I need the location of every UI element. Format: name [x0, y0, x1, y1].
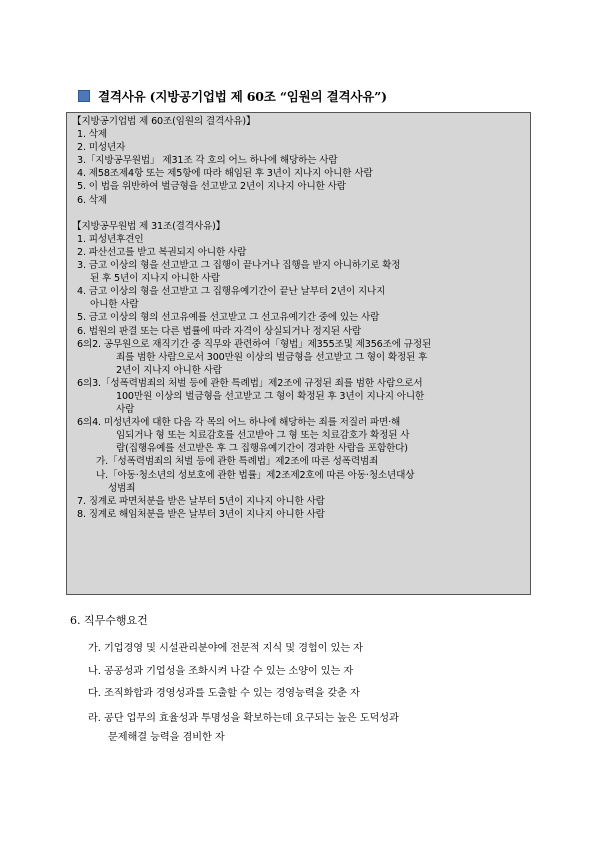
law2-line: 성범죄	[108, 482, 136, 494]
section6-title: 6. 직무수행요건	[70, 614, 148, 627]
section6-items	[88, 638, 399, 747]
law2-line: 된 후 5년이 지나지 아니한 사람	[90, 273, 220, 285]
law2-line: 5. 금고 이상의 형의 선고유예를 선고받고 그 선고유예기간 중에 있는 사람	[77, 312, 380, 324]
duty-item: 라. 공단 업무의 효율성과 투명성을 확보하는데 요구되는 높은 도덕성과	[88, 712, 399, 724]
law2-line: 100만원 이상의 벌금형을 선고받고 그 형이 확정된 후 3년이 지나지 아니한	[116, 390, 425, 402]
law2-line: 1. 피성년후견인	[77, 233, 144, 245]
law2-line: 사람	[116, 404, 135, 416]
spacer	[72, 207, 525, 220]
law2-line: 6의3.「성폭력범죄의 처벌 등에 관한 특례법」제2조에 규정된 죄를 범한 사람으로서	[77, 377, 423, 389]
law1-item: 4. 제58조제4항 또는 제5항에 따라 해임된 후 3년이 지나지 아니한 사람	[77, 168, 373, 180]
duty-item: 다. 조직화합과 경영성과를 도출할 수 있는 경영능력을 갖춘 자	[88, 688, 360, 699]
law2-line: 8. 징계로 해임처분을 받은 날부터 3년이 지나지 아니한 사람	[77, 508, 325, 520]
law1-item: 1. 삭제	[77, 129, 107, 141]
law2-line: 람(집행유예를 선고받은 후 그 집행유예기간이 경과한 사람을 포함한다)	[116, 443, 408, 455]
duty-item: 나. 공공성과 기업성을 조화시켜 나갈 수 있는 소양이 있는 자	[88, 665, 354, 677]
law2-line: 4. 금고 이상의 형을 선고받고 그 집행유예기간이 끝난 날부터 2년이 지나지	[77, 286, 386, 298]
law2-line: 7. 징계로 파면처분을 받은 날부터 5년이 지나지 아니한 사람	[77, 495, 325, 507]
duty-item: 가. 기업경영 및 시설관리분야에 전문적 지식 및 경험이 있는 자	[88, 643, 363, 654]
law2-line: 임되거나 형 또는 치료감호를 선고받아 그 형 또는 치료감호가 확정된 사	[116, 430, 410, 442]
law2-line: 6의4. 미성년자에 대한 다음 각 목의 어느 하나에 해당하는 죄를 저질러 파면·해	[77, 417, 401, 429]
section-heading	[78, 87, 387, 105]
law1-item: 6. 삭제	[77, 194, 107, 206]
law2-line: 아니한 사람	[90, 299, 139, 311]
blue-square-bullet-icon	[78, 90, 90, 102]
law1-item: 2. 미성년자	[77, 142, 126, 154]
law2-line: 2년이 지나지 아니한 사람	[116, 364, 222, 376]
law2-line: 죄를 범한 사람으로서 300만원 이상의 벌금형을 선고받고 그 형이 확정된 후	[116, 351, 428, 363]
law2-line: 3. 금고 이상의 형을 선고받고 그 집행이 끝나거나 집행을 받지 아니하기로 확정	[77, 260, 401, 272]
duty-item-continuation: 문제해결 능력을 겸비한 자	[108, 731, 225, 743]
law-excerpt-box	[66, 112, 531, 595]
law2-line: 6의2. 공무원으로 재직기간 중 직무와 관련하여「형법」제355조및 제356조에 규정된	[77, 338, 432, 350]
law1-title: 【지방공기업법 제 60조(임원의 결격사유)】	[72, 116, 256, 127]
law1-item: 5. 이 법을 위반하여 벌금형을 선고받고 2년이 지나지 아니한 사람	[77, 181, 346, 193]
law2-line: 가.「성폭력범죄의 처벌 등에 관한 특례법」제2조에 따른 성폭력범죄	[96, 456, 379, 468]
law2-line: 6. 법원의 판결 또는 다른 법률에 따라 자격이 상실되거나 정지된 사람	[77, 325, 362, 337]
section-heading-text: 결격사유 (지방공기업법 제 60조 “임원의 결격사유”)	[98, 89, 387, 104]
law2-line: 나.「아동·청소년의 성보호에 관한 법률」제2조제2호에 따른 아동·청소년대상	[96, 469, 415, 481]
law2-title: 【지방공무원법 제 31조(결격사유)】	[72, 220, 226, 232]
law1-item: 3.「지방공무원법」 제31조 각 호의 어느 하나에 해당하는 사람	[77, 155, 338, 167]
law2-line: 2. 파산선고를 받고 복권되지 아니한 사람	[77, 246, 247, 258]
